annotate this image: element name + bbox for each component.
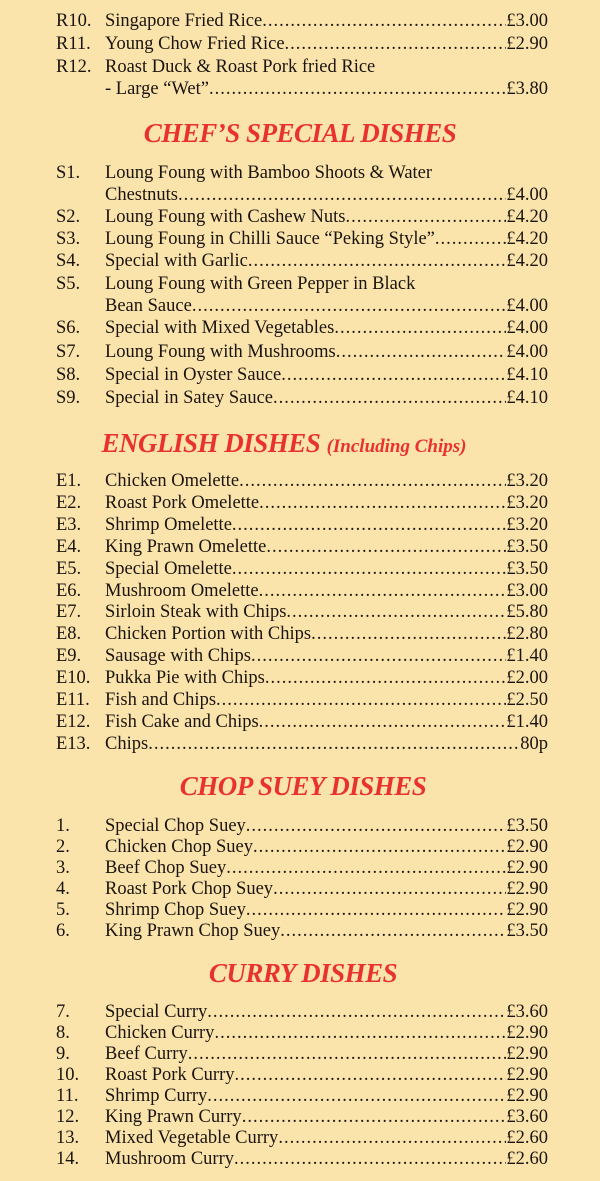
section-title-text: CURRY DISHES: [208, 958, 398, 988]
dot-leader: [346, 206, 507, 228]
dot-leader: [280, 920, 506, 942]
dot-leader: [239, 470, 506, 492]
dot-leader: [216, 689, 506, 711]
item-name-line1: Loung Foung with Green Pepper in Black: [105, 274, 416, 294]
dot-leader: [207, 1085, 506, 1107]
item-code: E13.: [56, 734, 91, 754]
item-code: E6.: [56, 581, 82, 601]
item-name: Beef Curry: [105, 1044, 188, 1064]
item-price: £3.60: [506, 1107, 548, 1127]
dot-leader: [246, 899, 507, 921]
item-name: Roast Pork Chop Suey: [105, 879, 274, 899]
dot-leader: [209, 78, 506, 100]
item-name-line1: Roast Duck & Roast Pork fried Rice: [105, 57, 376, 77]
item-price: £4.10: [506, 365, 548, 385]
item-price: £2.60: [506, 1128, 548, 1148]
dot-leader: [148, 733, 520, 755]
item-name: Special in Oyster Sauce: [105, 365, 282, 385]
dot-leader: [226, 857, 506, 879]
item-price: £4.00: [506, 342, 548, 362]
item-price: £2.90: [506, 837, 548, 857]
item-name: Loung Foung in Chilli Sauce “Peking Style”: [105, 229, 435, 249]
dot-leader: [259, 492, 506, 514]
dot-leader: [232, 514, 506, 536]
item-name: Special Chop Suey: [105, 816, 246, 836]
item-price: £4.00: [506, 318, 548, 338]
item-code: 8.: [56, 1023, 70, 1043]
dot-leader: [286, 601, 506, 623]
item-code: S9.: [56, 388, 81, 408]
dot-leader: [336, 341, 507, 363]
item-code: E3.: [56, 515, 82, 535]
dot-leader: [214, 1022, 506, 1044]
item-name: Shrimp Omelette: [105, 515, 232, 535]
dot-leader: [188, 1043, 507, 1065]
item-code: 10.: [56, 1065, 80, 1085]
item-name: Special Curry: [105, 1002, 208, 1022]
item-price: £2.90: [506, 1086, 548, 1106]
item-price: £3.20: [506, 471, 548, 491]
item-code: E10.: [56, 668, 91, 688]
item-name: Loung Foung with Mushrooms: [105, 342, 336, 362]
dot-leader: [178, 184, 506, 206]
section-title: [3, 771, 600, 801]
item-price: £1.40: [506, 646, 548, 666]
item-price: £3.60: [506, 1002, 548, 1022]
item-price: £4.20: [506, 229, 548, 249]
item-code: S8.: [56, 365, 81, 385]
dot-leader: [242, 1106, 507, 1128]
item-name: Chicken Omelette: [105, 471, 240, 491]
item-name: Chicken Portion with Chips: [105, 624, 312, 644]
item-price: £3.50: [506, 537, 548, 557]
item-name: - Large “Wet”: [105, 79, 209, 99]
item-code: R10.: [56, 11, 92, 31]
item-name: King Prawn Chop Suey: [105, 921, 281, 941]
dot-leader: [334, 317, 506, 339]
item-name: Loung Foung with Cashew Nuts: [105, 207, 346, 227]
item-code: 6.: [56, 921, 70, 941]
item-code: 11.: [56, 1086, 79, 1106]
dot-leader: [248, 250, 507, 272]
item-name: Special with Mixed Vegetables: [105, 318, 335, 338]
item-code: E5.: [56, 559, 82, 579]
item-price: £3.50: [506, 559, 548, 579]
item-code: S4.: [56, 251, 81, 271]
item-code: R12.: [56, 57, 92, 77]
dot-leader: [253, 836, 506, 858]
dot-leader: [281, 364, 506, 386]
item-code: E8.: [56, 624, 82, 644]
item-price: £1.40: [506, 712, 548, 732]
item-code: S1.: [56, 163, 81, 183]
item-code: 3.: [56, 858, 70, 878]
dot-leader: [251, 645, 506, 667]
item-price: £2.90: [506, 1023, 548, 1043]
item-name: King Prawn Curry: [105, 1107, 242, 1127]
item-price: £3.20: [506, 493, 548, 513]
dot-leader: [278, 1127, 506, 1149]
dot-leader: [259, 711, 507, 733]
item-name: Special with Garlic: [105, 251, 248, 271]
item-price: £2.80: [506, 624, 548, 644]
item-name: Shrimp Curry: [105, 1086, 208, 1106]
item-code: S2.: [56, 207, 81, 227]
item-code: 2.: [56, 837, 70, 857]
dot-leader: [265, 667, 507, 689]
item-price: £2.90: [506, 879, 548, 899]
item-code: 14.: [56, 1149, 80, 1169]
item-price: £2.60: [506, 1149, 548, 1169]
item-name: Special in Satey Sauce: [105, 388, 273, 408]
item-name: Fish Cake and Chips: [105, 712, 259, 732]
item-code: 5.: [56, 900, 70, 920]
section-title: [0, 428, 584, 462]
dot-leader: [235, 1064, 507, 1086]
item-price: £2.50: [506, 690, 548, 710]
item-code: 7.: [56, 1002, 70, 1022]
item-price: £3.50: [506, 921, 548, 941]
item-price: £4.20: [506, 207, 548, 227]
item-name: Pukka Pie with Chips: [105, 668, 265, 688]
item-name: Sirloin Steak with Chips: [105, 602, 287, 622]
item-price: £2.90: [506, 1065, 548, 1085]
item-price: £3.50: [506, 816, 548, 836]
item-price: £2.90: [506, 858, 548, 878]
item-name: Mushroom Curry: [105, 1149, 234, 1169]
item-price: £2.90: [506, 900, 548, 920]
item-name: Mushroom Omelette: [105, 581, 259, 601]
item-code: R11.: [56, 34, 91, 54]
item-name-line1: Loung Foung with Bamboo Shoots & Water: [105, 163, 433, 183]
section-title-text: CHEF’S SPECIAL DISHES: [143, 118, 457, 148]
item-price: £3.00: [506, 11, 548, 31]
item-price: £4.00: [506, 296, 548, 316]
dot-leader: [234, 1148, 506, 1170]
item-price: £5.80: [506, 602, 548, 622]
item-price: £2.00: [506, 668, 548, 688]
item-code: E4.: [56, 537, 82, 557]
item-code: E2.: [56, 493, 82, 513]
item-code: S5.: [56, 274, 81, 294]
item-name: Chicken Curry: [105, 1023, 215, 1043]
item-price: 80p: [520, 734, 548, 754]
item-code: 13.: [56, 1128, 80, 1148]
item-code: E11.: [56, 690, 90, 710]
item-name: Roast Pork Curry: [105, 1065, 235, 1085]
item-code: 9.: [56, 1044, 70, 1064]
item-name: Bean Sauce: [105, 296, 192, 316]
dot-leader: [435, 228, 506, 250]
item-price: £2.90: [506, 34, 548, 54]
section-title: [3, 958, 600, 988]
item-name: Chicken Chop Suey: [105, 837, 253, 857]
item-price: £3.80: [506, 79, 548, 99]
item-code: S6.: [56, 318, 81, 338]
item-price: £4.10: [506, 388, 548, 408]
item-name: Beef Chop Suey: [105, 858, 227, 878]
item-name: Roast Pork Omelette: [105, 493, 260, 513]
dot-leader: [262, 10, 506, 32]
item-code: S3.: [56, 229, 81, 249]
item-code: E1.: [56, 471, 82, 491]
dot-leader: [259, 580, 507, 602]
item-name: Chestnuts: [105, 185, 178, 205]
item-code: 1.: [56, 816, 70, 836]
item-code: E12.: [56, 712, 91, 732]
item-price: £4.00: [506, 185, 548, 205]
item-name: Young Chow Fried Rice: [105, 34, 285, 54]
item-name: Shrimp Chop Suey: [105, 900, 246, 920]
section-title: [0, 118, 600, 148]
item-price: £4.20: [506, 251, 548, 271]
item-price: £2.90: [506, 1044, 548, 1064]
section-subtitle: (Including Chips): [326, 436, 467, 457]
item-code: E7.: [56, 602, 82, 622]
item-code: E9.: [56, 646, 82, 666]
dot-leader: [285, 33, 507, 55]
section-title-text: ENGLISH DISHES: [101, 428, 321, 458]
item-name: Chips: [105, 734, 149, 754]
dot-leader: [273, 878, 506, 900]
item-name: Mixed Vegetable Curry: [105, 1128, 279, 1148]
item-name: Fish and Chips: [105, 690, 217, 710]
item-name: Sausage with Chips: [105, 646, 251, 666]
dot-leader: [246, 815, 507, 837]
item-name: King Prawn Omelette: [105, 537, 267, 557]
item-code: 12.: [56, 1107, 80, 1127]
item-name: Singapore Fried Rice: [105, 11, 263, 31]
item-code: S7.: [56, 342, 81, 362]
dot-leader: [311, 623, 506, 645]
dot-leader: [232, 558, 506, 580]
dot-leader: [207, 1001, 506, 1023]
item-code: 4.: [56, 879, 70, 899]
item-name: Special Omelette: [105, 559, 232, 579]
dot-leader: [192, 295, 507, 317]
dot-leader: [273, 387, 506, 409]
item-price: £3.20: [506, 515, 548, 535]
dot-leader: [266, 536, 506, 558]
section-title-text: CHOP SUEY DISHES: [179, 771, 427, 801]
item-price: £3.00: [506, 581, 548, 601]
